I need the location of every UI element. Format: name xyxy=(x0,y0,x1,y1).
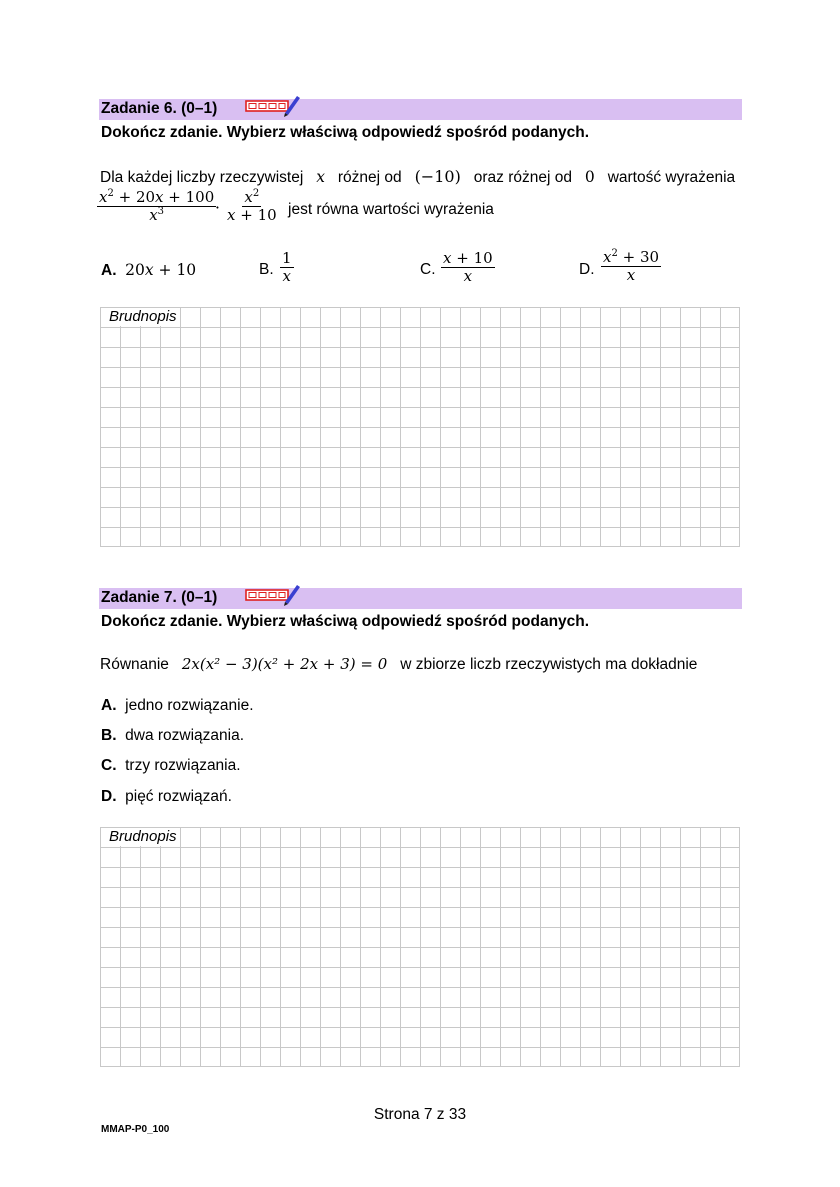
task6-expr2-fraction: $\frac{x^2}{x + 10}$ xyxy=(227,188,277,225)
task7-scratch-label: Brudnopis xyxy=(106,828,180,846)
task7-equation: 2x(x² − 3)(x² + 2x + 3) = 0 xyxy=(181,655,388,673)
task6-option-c-fraction: $\frac{x + 10}{x}$ xyxy=(443,249,493,286)
task6-expr1-fraction: $\frac{x^2 + 20x + 100}{x^3}$ xyxy=(99,188,215,225)
task7-stem: Równanie 2x(x² − 3)(x² + 2x + 3) = 0 w zbiorze liczb rzeczywistych ma dokładnie xyxy=(100,655,698,673)
task7-option-d[interactable]: D. pięć rozwiązań. xyxy=(101,788,232,805)
task6-stem-line2: jest równa wartości wyrażenia xyxy=(288,201,494,218)
task7-title: Zadanie 7. (0–1) xyxy=(101,589,218,606)
task6-option-a[interactable]: A. 20x + 10 xyxy=(101,261,197,279)
task6-option-d-fraction: $\frac{x^2 + 30}{x}$ xyxy=(603,248,660,285)
task6-title: Zadanie 6. (0–1) xyxy=(101,100,218,117)
task7-scratch-grid xyxy=(100,827,740,1067)
score-boxes-pen-icon xyxy=(245,93,301,119)
task7-option-a[interactable]: A. jedno rozwiązanie. xyxy=(101,697,254,714)
task7-option-b[interactable]: B. dwa rozwiązania. xyxy=(101,727,245,744)
task7-instruction: Dokończ zdanie. Wybierz właściwą odpowiedź spośród podanych. xyxy=(101,613,590,630)
task6-option-c-letter[interactable]: C. xyxy=(420,261,436,278)
document-code: MMAP-P0_100 xyxy=(101,1124,170,1135)
task7-header xyxy=(99,588,742,609)
task6-instruction: Dokończ zdanie. Wybierz właściwą odpowiedź spośród podanych. xyxy=(101,124,590,141)
task6-header xyxy=(99,99,742,120)
task6-dot: · xyxy=(215,199,220,217)
task6-option-b-letter[interactable]: B. xyxy=(259,261,274,278)
task6-stem-line1: Dla każdej liczby rzeczywistej x różnej od (−10) oraz różnej od 0 wartość wyrażenia xyxy=(100,167,736,186)
page-number: Strona 7 z 33 xyxy=(373,1106,467,1123)
task6-scratch-grid xyxy=(100,307,740,547)
score-boxes-pen-icon xyxy=(245,582,301,608)
task6-option-b-fraction: $\frac{1}{x}$ xyxy=(282,249,292,286)
task6-option-d-letter[interactable]: D. xyxy=(579,261,595,278)
task6-scratch-label: Brudnopis xyxy=(106,308,180,326)
task7-option-c[interactable]: C. trzy rozwiązania. xyxy=(101,757,241,774)
